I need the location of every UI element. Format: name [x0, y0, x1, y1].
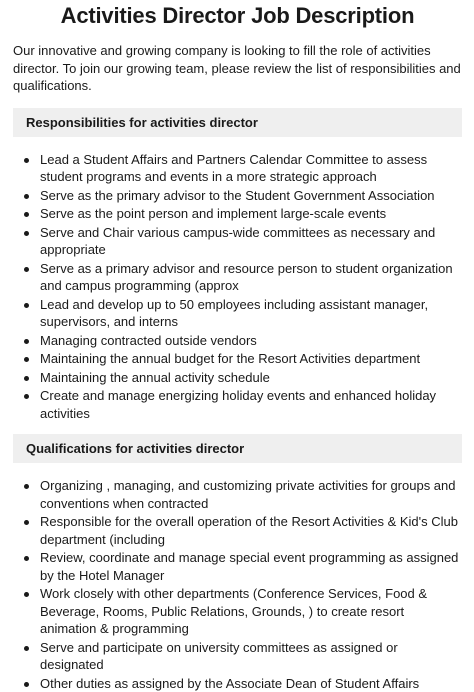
- list-item: [13, 296, 462, 331]
- list-item: [13, 224, 462, 259]
- bullet-icon: [24, 376, 29, 381]
- bullet-icon: [24, 303, 29, 308]
- page-title: Activities Director Job Description: [13, 0, 462, 29]
- list-item: [13, 187, 462, 205]
- responsibilities-heading: Responsibilities for activities director: [13, 108, 462, 137]
- qualifications-list: [13, 477, 462, 692]
- list-item: [13, 350, 462, 368]
- qualifications-heading: Qualifications for activities director: [13, 434, 462, 463]
- list-item: [13, 151, 462, 186]
- bullet-icon: [24, 520, 29, 525]
- bullet-icon: [24, 394, 29, 399]
- list-item-text: Maintaining the annual activity schedule: [40, 370, 270, 385]
- list-item: [13, 387, 462, 422]
- list-item-text: Managing contracted outside vendors: [40, 333, 257, 348]
- list-item-text: Review, coordinate and manage special event programming as assigned by the Hotel Manager: [40, 550, 458, 583]
- list-item: [13, 260, 462, 295]
- list-item-text: Serve as the point person and implement large-scale events: [40, 206, 386, 221]
- list-item-text: Serve as a primary advisor and resource person to student organization and campus programming (approx: [40, 261, 453, 294]
- bullet-icon: [24, 556, 29, 561]
- list-item: [13, 477, 462, 512]
- list-item: [13, 513, 462, 548]
- intro-paragraph: Our innovative and growing company is looking to fill the role of activities director. To join our growing team, please review the list of responsibilities and qualifications.: [13, 42, 462, 95]
- bullet-icon: [24, 592, 29, 597]
- bullet-icon: [24, 357, 29, 362]
- list-item: [13, 585, 462, 638]
- list-item-text: Serve as the primary advisor to the Student Government Association: [40, 188, 435, 203]
- list-item-text: Lead a Student Affairs and Partners Calendar Committee to assess student programs and events in a more strategic approach: [40, 152, 427, 185]
- list-item-text: Responsible for the overall operation of the Resort Activities & Kid's Club department (including: [40, 514, 458, 547]
- list-item: [13, 639, 462, 674]
- list-item: [13, 675, 462, 692]
- list-item-text: Work closely with other departments (Conference Services, Food & Beverage, Rooms, Public Relations, Grounds, ) to create resort animation & programming: [40, 586, 427, 636]
- bullet-icon: [24, 212, 29, 217]
- bullet-icon: [24, 682, 29, 687]
- list-item-text: Create and manage energizing holiday events and enhanced holiday activities: [40, 388, 436, 421]
- bullet-icon: [24, 267, 29, 272]
- list-item: [13, 332, 462, 350]
- bullet-icon: [24, 339, 29, 344]
- list-item-text: Maintaining the annual budget for the Resort Activities department: [40, 351, 420, 366]
- bullet-icon: [24, 194, 29, 199]
- list-item: [13, 549, 462, 584]
- list-item-text: Other duties as assigned by the Associate Dean of Student Affairs: [40, 676, 419, 691]
- list-item-text: Serve and participate on university committees as assigned or designated: [40, 640, 398, 673]
- list-item: [13, 369, 462, 387]
- bullet-icon: [24, 158, 29, 163]
- bullet-icon: [24, 231, 29, 236]
- list-item: [13, 205, 462, 223]
- list-item-text: Serve and Chair various campus-wide committees as necessary and appropriate: [40, 225, 435, 258]
- bullet-icon: [24, 646, 29, 651]
- list-item-text: Lead and develop up to 50 employees including assistant manager, supervisors, and interns: [40, 297, 428, 330]
- responsibilities-list: [13, 151, 462, 423]
- list-item-text: Organizing , managing, and customizing private activities for groups and conventions when contracted: [40, 478, 456, 511]
- bullet-icon: [24, 484, 29, 489]
